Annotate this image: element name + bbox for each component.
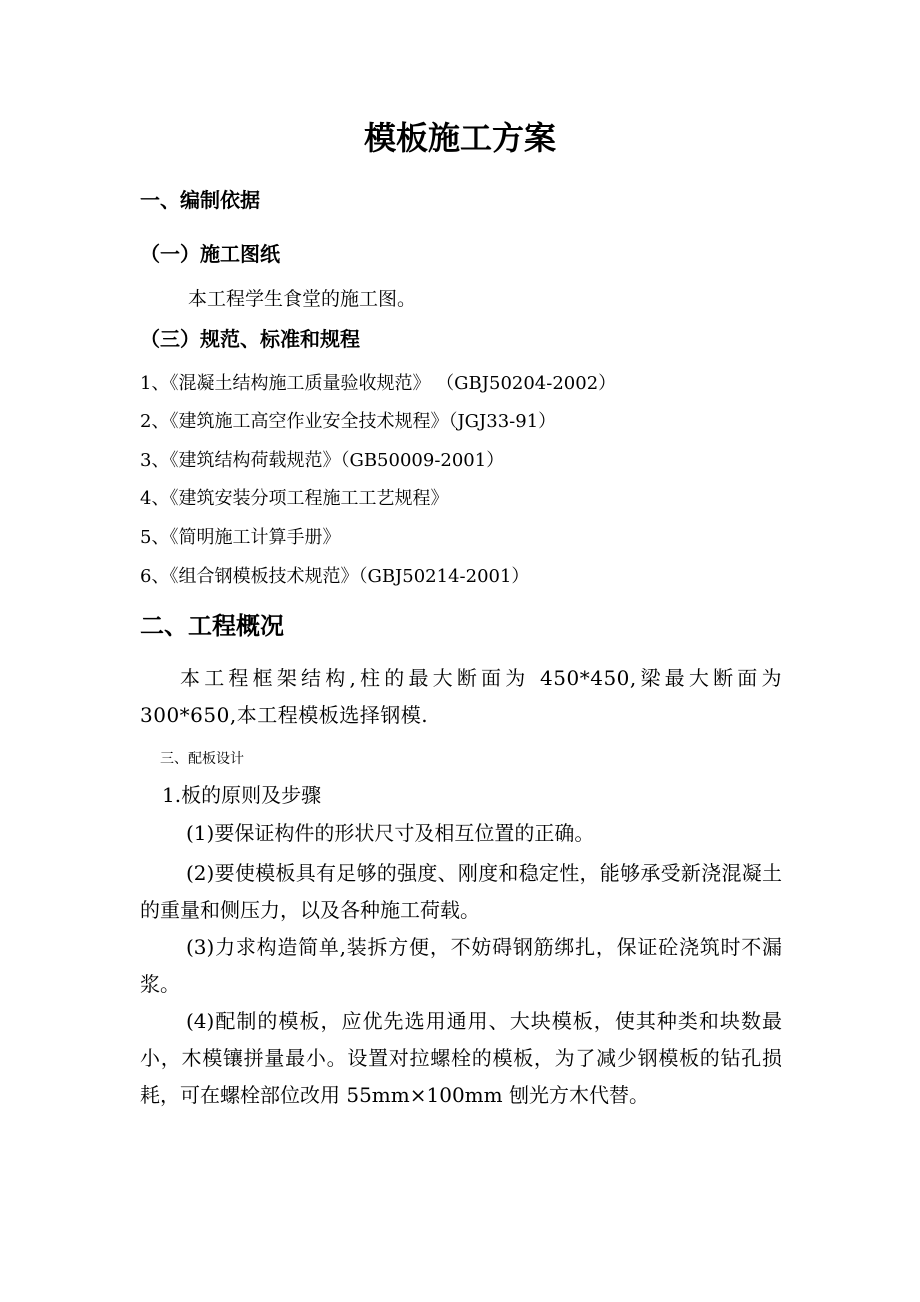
section-3-point-3: (3)力求构造简单,装拆方便，不妨碍钢筋绑扎，保证砼浇筑时不漏浆。 bbox=[140, 935, 782, 996]
section-3-sub-1-heading: 1.板的原则及步骤 bbox=[162, 783, 322, 807]
section-3-point-1: (1)要保证构件的形状尺寸及相互位置的正确。 bbox=[186, 821, 595, 845]
section-1-heading: 一、编制依据 bbox=[140, 188, 260, 212]
standard-item-5: 5、《简明施工计算手册》 bbox=[140, 527, 341, 548]
standard-item-3: 3、《建筑结构荷载规范》（GB50009-2001） bbox=[140, 450, 505, 471]
standard-item-1: 1、《混凝土结构施工质量验收规范》 （GBJ50204-2002） bbox=[140, 373, 617, 394]
section-1-sub-3-heading: （三）规范、标准和规程 bbox=[140, 327, 360, 351]
section-3-heading: 三、配板设计 bbox=[160, 751, 244, 767]
standard-item-4: 4、《建筑安装分项工程施工工艺规程》 bbox=[140, 488, 449, 509]
standard-item-2: 2、《建筑施工高空作业安全技术规程》（JGJ33-91） bbox=[140, 411, 557, 432]
standard-item-6: 6、《组合钢模板技术规范》（GBJ50214-2001） bbox=[140, 566, 530, 587]
section-3-point-4: (4)配制的模板，应优先选用通用、大块模板，使其种类和块数最小，木模镶拼量最小。设置对拉螺栓的模板，为了减少钢模板的钻孔损耗，可在螺栓部位改用 55mm×100mm 刨光方木代替。 bbox=[140, 1009, 782, 1107]
section-1-sub-1-text: 本工程学生食堂的施工图。 bbox=[188, 288, 417, 310]
section-1-sub-1-heading: （一）施工图纸 bbox=[140, 242, 280, 266]
document-title: 模板施工方案 bbox=[363, 119, 556, 157]
section-2-paragraph: 本工程框架结构,柱的最大断面为 450*450,梁最大断面为 300*650,本工程模板选择钢模. bbox=[140, 666, 782, 727]
section-3-point-2: (2)要使模板具有足够的强度、刚度和稳定性，能够承受新浇混凝土的重量和侧压力，以及各种施工荷载。 bbox=[140, 861, 782, 922]
section-2-heading: 二、工程概况 bbox=[140, 611, 284, 640]
